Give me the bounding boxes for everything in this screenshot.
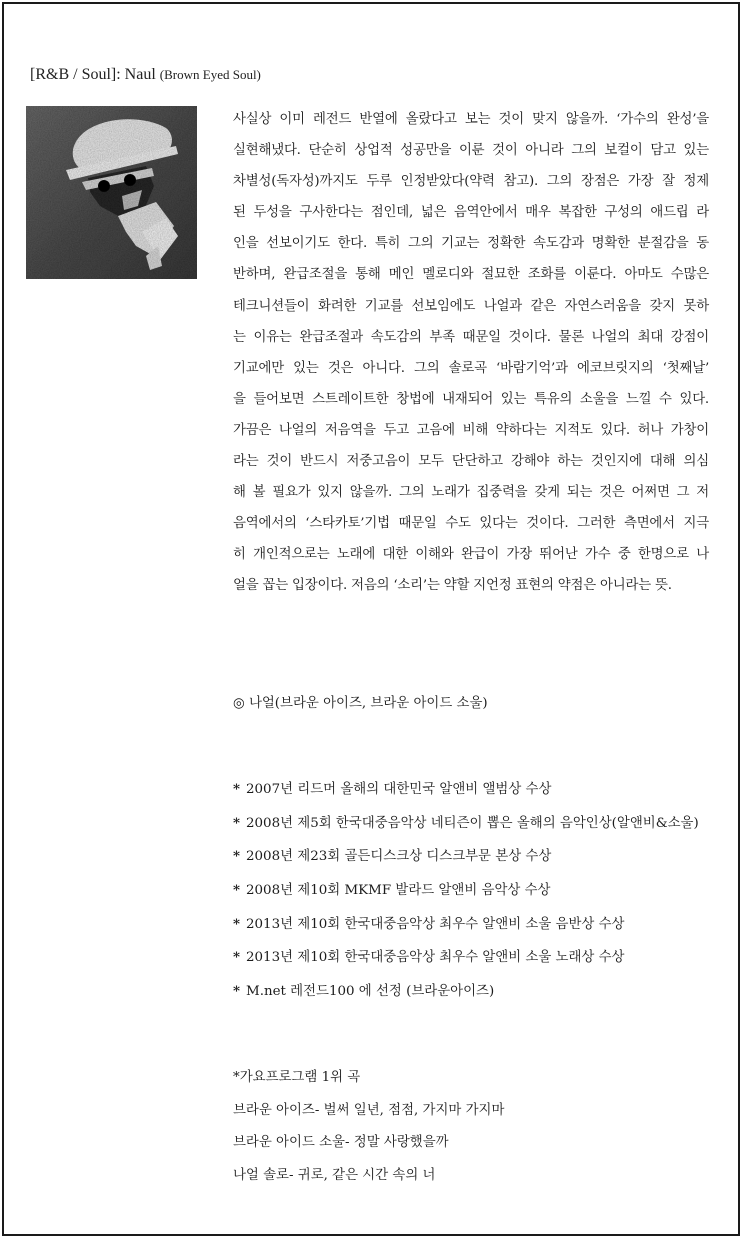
chart-hit-item: 브라운 아이즈- 벌써 일년, 점점, 가지마 가지마 [233, 1102, 505, 1118]
chart-hit-item: 나얼 솔로- 귀로, 같은 시간 속의 너 [233, 1167, 436, 1183]
title-main: [R&B / Soul]: Naul [30, 66, 156, 83]
bullet-star: * [233, 814, 241, 831]
bullet-star: * [233, 915, 241, 932]
artist-portrait-image [26, 106, 197, 279]
award-item [233, 807, 699, 841]
chart-hit-item: 브라운 아이드 소울- 정말 사랑했을까 [233, 1135, 449, 1150]
bio-line: 차별성(독자성)까지도 두루 인정받았다(약력 참고). 그의 장점은 가장 잘 정제 [233, 174, 709, 190]
bio-line: 인을 선보이기도 한다. 특히 그의 기교는 정확한 속도감과 명확한 분절감을 동 [233, 236, 709, 252]
bio-line: 반하며, 완급조절을 통해 메인 멜로디와 절묘한 조화를 이룬다. 아마도 수많은 [233, 267, 709, 283]
award-item [233, 908, 699, 942]
award-text: 2013년 제10회 한국대중음악상 최우수 알앤비 소울 음반상 수상 [246, 916, 625, 932]
bullet-star: * [233, 882, 241, 899]
bio-line: 사실상 이미 레전드 반열에 올랐다고 보는 것이 맞지 않을까. ‘가수의 완성’을 [233, 112, 709, 127]
page-title [30, 66, 261, 84]
bio-line: 음역에서의 ‘스타카토’기법 때문일 수도 있다는 것이다. 그러한 측면에서 지극 [233, 516, 709, 532]
award-text: 2013년 제10회 한국대중음악상 최우수 알앤비 소울 노래상 수상 [246, 950, 625, 966]
bio-line: 히 개인적으로는 노래에 대한 이해와 완급이 가장 뛰어난 가수 중 한명으로 나 [233, 547, 709, 563]
award-item [233, 975, 699, 1009]
groups-heading: ◎ 나얼(브라운 아이즈, 브라운 아이드 소울) [233, 696, 488, 711]
award-text: 2008년 제5회 한국대중음악상 네티즌이 뽑은 올해의 음악인상(알앤비&소울) [246, 815, 699, 831]
award-text: 2008년 제10회 MKMF 발라드 알앤비 음악상 수상 [246, 883, 551, 899]
bio-line: 는 이유는 완급조절과 속도감의 부족 때문일 것이다. 물론 나얼의 최대 강점이 [233, 329, 709, 345]
bio-line: 라는 것이 반드시 저중고음이 모두 단단하고 강해야 하는 것인지에 대해 의심 [233, 454, 709, 470]
bio-line: 해 볼 필요가 있지 않을까. 그의 노래가 집중력을 갖게 되는 것은 어쩌면 그 저 [233, 485, 709, 501]
bio-line: 을 들어보면 스트레이트한 창법에 내재되어 있는 특유의 소울을 느낄 수 있다. [233, 391, 709, 407]
bullet-star: * [233, 949, 241, 966]
bullet-star: * [233, 848, 241, 865]
award-text: 2008년 제23회 골든디스크상 디스크부문 본상 수상 [246, 849, 552, 865]
award-item [233, 773, 699, 807]
award-text: M.net 레전드100 에 선정 (브라운아이즈) [246, 984, 495, 1000]
awards-list [233, 773, 699, 1009]
chart-hits-heading: *가요프로그램 1위 곡 [233, 1070, 361, 1085]
bio-line: 테크니션들이 화려한 기교를 선보임에도 나얼과 같은 자연스러움을 갖지 못하 [233, 298, 709, 314]
bio-line: 가끔은 나얼의 저음역을 두고 고음에 비해 약하다는 지적도 있다. 허나 가창이 [233, 422, 709, 438]
bio-line: 얼을 꼽는 입장이다. 저음의 ‘소리’는 약할 지언정 표현의 약점은 아니라는 뜻. [233, 578, 672, 594]
award-item [233, 874, 699, 908]
bullet-star: * [233, 781, 241, 797]
bio-paragraph [233, 104, 709, 602]
title-sub: (Brown Eyed Soul) [159, 67, 261, 82]
bio-line: 된 두성을 구사한다는 점인데, 넓은 음역안에서 매우 복잡한 구성의 애드립 라 [233, 205, 709, 221]
bio-line: 실현해냈다. 단순히 상업적 성공만을 이룬 것이 아니라 그의 보컬이 담고 있는 [233, 143, 709, 159]
bio-line: 기교에만 있는 것은 아니다. 그의 솔로곡 ‘바람기억’과 에코브릿지의 ‘첫째날’ [233, 360, 709, 376]
chart-hits-section [233, 1062, 504, 1192]
award-text: 2007년 리드머 올해의 대한민국 알앤비 앨범상 수상 [246, 782, 552, 797]
award-item [233, 840, 699, 874]
bullet-star: * [233, 983, 241, 1000]
award-item [233, 941, 699, 975]
